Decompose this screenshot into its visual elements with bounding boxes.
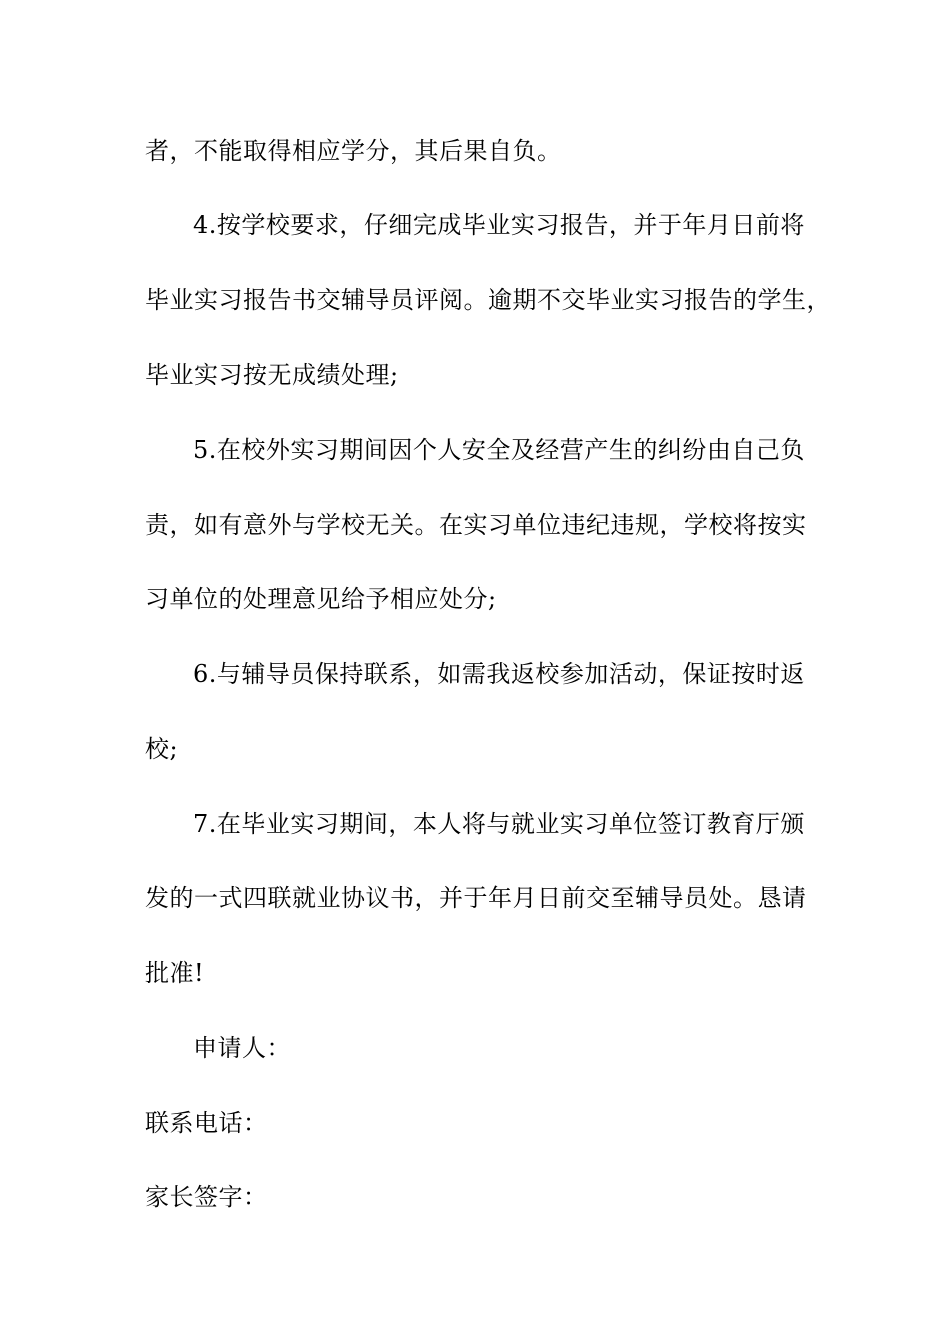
text-line-item-5: 5.在校外实习期间因个人安全及经营产生的纠纷由自己负 (193, 436, 805, 464)
text-line-7: 习单位的处理意见给予相应处分; (145, 585, 497, 613)
phone-label: 联系电话： (145, 1109, 268, 1137)
text-line-item-7: 7.在毕业实习期间，本人将与就业实习单位签订教育厅颁 (193, 810, 805, 838)
text-line-1: 者，不能取得相应学分，其后果自负。 (145, 137, 562, 165)
text-line-3: 毕业实习报告书交辅导员评阅。逾期不交毕业实习报告的学生， (145, 286, 831, 314)
applicant-label: 申请人： (193, 1034, 291, 1062)
text-line-6: 责，如有意外与学校无关。在实习单位违纪违规，学校将按实 (145, 511, 807, 539)
text-line-9: 校; (145, 735, 179, 763)
text-line-12: 批准! (145, 959, 205, 987)
text-line-item-6: 6.与辅导员保持联系，如需我返校参加活动，保证按时返 (193, 660, 805, 688)
text-line-item-4: 4.按学校要求，仔细完成毕业实习报告，并于年月日前将 (193, 211, 805, 239)
text-line-11: 发的一式四联就业协议书，并于年月日前交至辅导员处。恳请 (145, 884, 807, 912)
parent-signature-label: 家长签字： (145, 1183, 268, 1211)
text-line-4: 毕业实习按无成绩处理; (145, 361, 399, 389)
